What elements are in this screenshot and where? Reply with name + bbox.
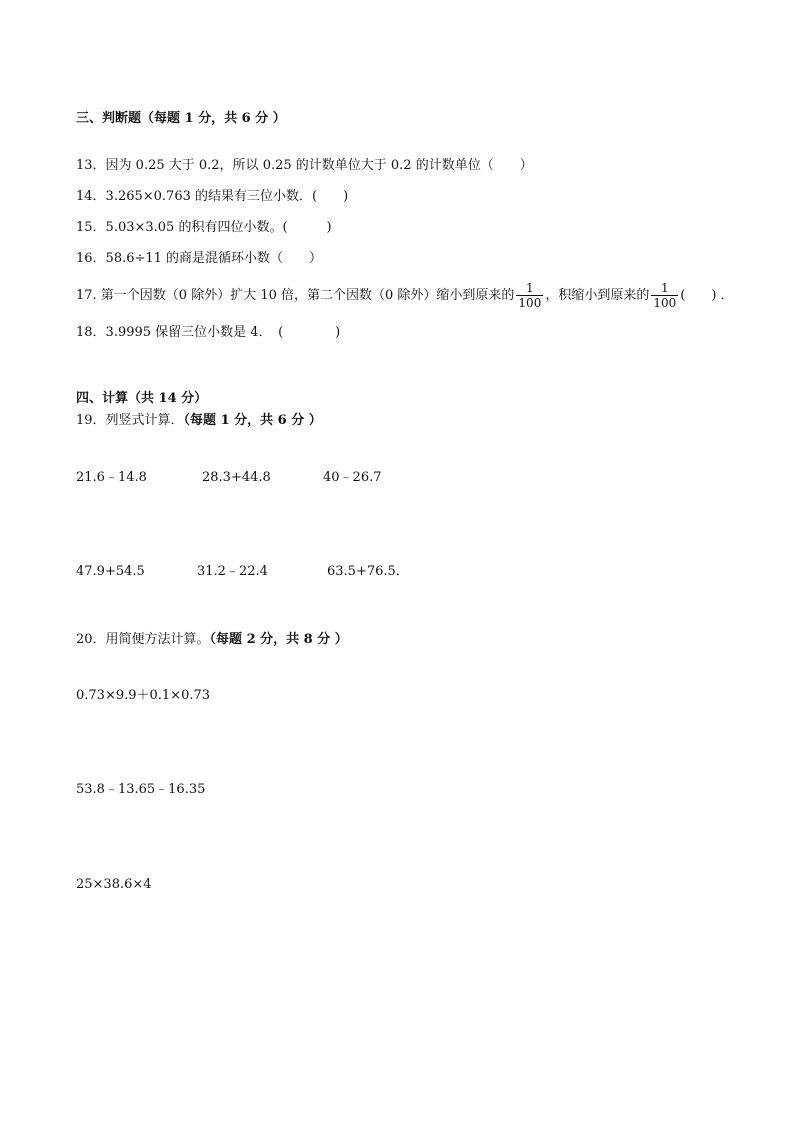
question-20-note: （每题 2 分，共 8 分 ） [209,632,348,647]
fraction-one-hundredth [516,281,543,310]
calc-6: 63.5+76.5． [327,564,409,579]
fraction-denominator: 100 [518,296,542,310]
section-4-title: 四、计算（共 14 分） [76,391,208,406]
question-19-note: （每题 1 分，共 6 分 ） [183,413,322,428]
question-20 [76,631,348,649]
simple-calc-2: 53.8﹣13.65﹣16.35 [76,782,206,797]
question-19 [76,412,322,430]
question-13: 13．因为 0.25 大于 0.2，所以 0.25 的计数单位大于 0.2 的计数单位（ ） [76,158,533,173]
question-20-text: 20．用简便方法计算。 [76,632,210,647]
calc-2: 28.3+44.8 [202,470,271,485]
section-3-title: 三、判断题（每题 1 分，共 6 分 ） [76,111,286,126]
fraction-one-hundredth-2 [651,281,678,310]
calc-1: 21.6﹣14.8 [76,470,147,485]
fraction-numerator: 1 [516,281,543,296]
question-17 [76,281,734,311]
calc-4: 47.9+54.5 [76,564,145,579]
calc-5: 31.2﹣22.4 [197,564,268,579]
question-14: 14．3.265×0.763 的结果有三位小数．( ) [76,189,349,204]
fraction-denominator-2: 100 [653,296,677,310]
question-16: 16．58.6÷11 的商是混循环小数（ ） [76,251,323,266]
question-17-text-1: 17. 第一个因数（0 除外）扩大 10 倍，第二个因数（0 除外）缩小到原来的 [76,288,515,303]
simple-calc-3: 25×38.6×4 [76,877,152,892]
question-17-text-2: ，积缩小到原来的 [545,288,650,303]
calc-3: 40﹣26.7 [323,470,382,485]
fraction-numerator-2: 1 [651,281,678,296]
question-17-text-3: ( ) ． [680,288,734,303]
question-15: 15．5.03×3.05 的积有四位小数。( ) [76,220,332,235]
simple-calc-1: 0.73×9.9＋0.1×0.73 [76,688,211,703]
question-18: 18．3.9995 保留三位小数是 4． ( ) [76,325,341,340]
question-19-text: 19．列竖式计算． [76,413,184,428]
